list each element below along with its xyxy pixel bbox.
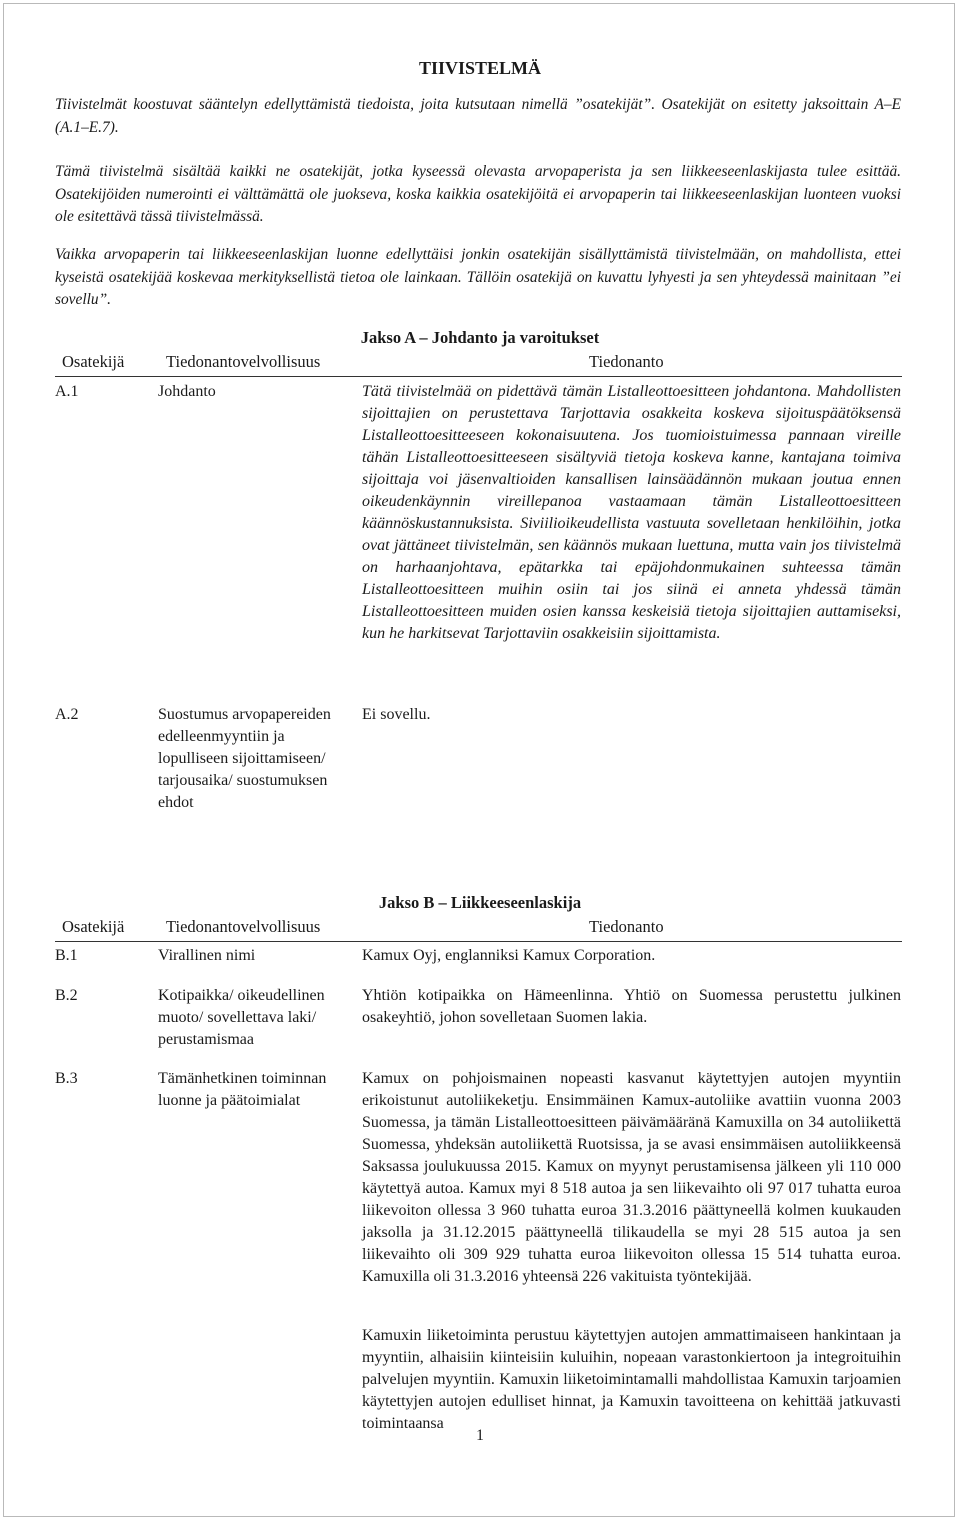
section-b-header-col3: Tiedonanto <box>589 917 664 936</box>
row-b2-text: Yhtiön kotipaikka on Hämeenlinna. Yhtiö on Suomessa perustettu julkinen osakeyhtiö, johon sovelletaan Suomen lakia. <box>362 987 901 1026</box>
row-b2-id: B.2 <box>55 987 78 1004</box>
intro-paragraph-2: Tämä tiivistelmä sisältää kaikki ne osatekijät, jotka kyseessä olevasta arvopaperista ja sen liikkeeseenlaskijasta tulee esittää. Osatekijöiden numerointi ei välttämättä ole juokseva, koska kaikkia osatekijöitä ei arvopaperin tai liikkeeseenlaskijan luonteen vuoksi ole esitettävä tässä tiivistelmässä. <box>55 163 901 225</box>
row-a1-label: Johdanto <box>158 383 216 400</box>
row-b3-text-continued: Kamuxin liiketoiminta perustuu käytettyjen autojen ammattimaiseen hankintaan ja myyntiin, alhaisiin kiinteisiin kuluihin, nopeaan varastonkiertoon ja integroituihin palvelujen myyntiin. Kamuxin liiketoimintamalli mahdollistaa Kamuxin tarjoamien käytettyjen autojen edulliset hinnat, ja Kamuxin tavoitteena on kehittää jatkuvasti toimintaansa <box>362 1327 901 1432</box>
page-number: 1 <box>476 1427 484 1444</box>
section-a-header-col2: Tiedonantovelvollisuus <box>166 352 321 371</box>
page-frame <box>3 3 955 1517</box>
section-a-header-col3: Tiedonanto <box>589 352 664 371</box>
row-a2-text: Ei sovellu. <box>362 706 431 723</box>
row-b3-text: Kamux on pohjoismainen nopeasti kasvanut käytettyjen autojen myyntiin erikoistunut autoliikeketju. Ensimmäinen Kamux-autoliike avattiin vuonna 2003 Suomessa, ja tämän Listalleottoesitteen päivämääränä Kamuxilla on 34 autoliikettä Suomessa, yhdeksän autoliikettä Ruotsissa, ja se avasi ensimmäisen autoliikkeensä Saksassa joulukuussa 2015. Kamux on myynyt perustamisensa jälkeen yli 110 000 käytettyä autoa. Kamux myi 8 518 autoa ja sen liikevaihto oli 97 017 tuhatta euroa liikevoiton ollessa 3 960 tuhatta euroa 31.3.2016 päättyneellä kolmen kuukauden jaksolla ja 31.12.2015 päättyneellä tilikaudella se myi 28 515 autoa ja sen liikevaihto oli 309 929 tuhatta euroa liikevoiton ollessa 15 514 tuhatta euroa. Kamuxilla oli 31.3.2016 yhteensä 226 vakituista työntekijää. <box>362 1070 901 1285</box>
section-a-title: Jakso A – Johdanto ja varoitukset <box>360 328 600 347</box>
section-b-title: Jakso B – Liikkeeseenlaskija <box>378 893 582 912</box>
row-b2-label: Kotipaikka/ oikeudellinen muoto/ sovellettava laki/ perustamismaa <box>158 987 325 1048</box>
row-b1-label: Virallinen nimi <box>158 947 256 964</box>
row-a2-label: Suostumus arvopapereiden edelleenmyyntiin ja lopulliseen sijoittamiseen/ tarjousaika/ suostumuksen ehdot <box>158 706 331 811</box>
intro-paragraph-3: Vaikka arvopaperin tai liikkeeseenlaskijan luonne edellyttäisi jonkin osatekijän sisällyttämistä tiivistelmään, on mahdollista, ettei kyseistä osatekijää koskevaa merkityksellistä tietoa ole lainkaan. Tällöin osatekijä on kuvattu lyhyesti ja sen yhteydessä mainitaan ”ei sovellu”. <box>55 246 901 308</box>
row-b1-id: B.1 <box>55 947 78 964</box>
row-a1-text: Tätä tiivistelmää on pidettävä tämän Listalleottoesitteen johdantona. Mahdollisten sijoittajien on perustettava Tarjottavia osakkeita koskeva sijoituspäätöksensä Listalleottoesitteeseen kokonaisuutena. Jos tuomioistuimessa pannaan vireille tähän Listalleottoesitteeseen sisältyviä tietoja koskeva kanne, kantajana toimiva sijoittaja voi jäsenvaltioiden kansallisen lainsäädännön mukaan joutua ennen oikeudenkäynnin vireillepanoa vastaamaan tämän Listalleottoesitteen käännöskustannuksista. Siviilioikeudellista vastuuta sovelletaan henkilöihin, jotka ovat jättäneet tiivistelmän, sen käännös mukaan luettuna, mutta vain jos tiivistelmä on harhaanjohtava, epätarkka tai epäjohdonmukainen suhteessa tämän Listalleottoesitteen muihin osiin tai jos siinä ei anneta yhdessä tämän Listalleottoesitteen muiden osien kanssa keskeisiä tietoja sijoittajien auttamiseksi, kun he harkitsevat Tarjottaviin osakkeisiin sijoittamista. <box>362 383 901 642</box>
section-b-header-col1: Osatekijä <box>62 917 125 936</box>
row-b3-id: B.3 <box>55 1070 78 1087</box>
section-a-header-rule <box>55 376 902 377</box>
intro-paragraph-1: Tiivistelmät koostuvat sääntelyn edellyttämistä tiedoista, joita kutsutaan nimellä ”osatekijät”. Osatekijät on esitetty jaksoittain A–E (A.1–E.7). <box>55 96 901 136</box>
row-a2-id: A.2 <box>55 706 79 723</box>
row-b1-text: Kamux Oyj, englanniksi Kamux Corporation. <box>362 947 656 964</box>
row-a1-id: A.1 <box>55 383 79 400</box>
section-b-header-col2: Tiedonantovelvollisuus <box>166 917 321 936</box>
section-a-header-col1: Osatekijä <box>62 352 125 371</box>
row-b3-label: Tämänhetkinen toiminnan luonne ja päätoimialat <box>158 1070 327 1109</box>
page-title: TIIVISTELMÄ <box>418 58 542 78</box>
section-b-header-rule <box>55 941 902 942</box>
